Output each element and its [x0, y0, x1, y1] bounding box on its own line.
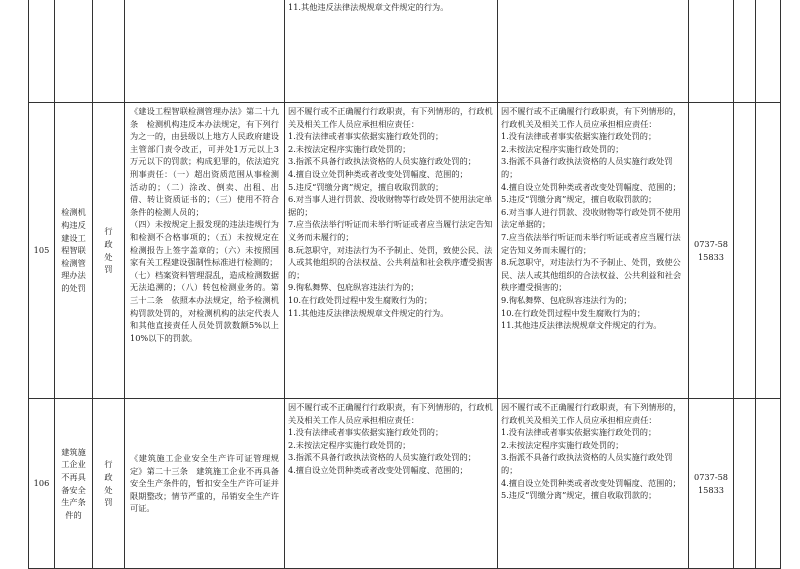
basis-lines [130, 105, 279, 344]
text-line: 因不履行或不正确履行行政职责，有下列情形的，行政机关及相关工作人员应承担相应责任： [501, 106, 682, 129]
text-line: 8.玩忽职守，对违法行为不予制止、处罚，致使公民、法人或其他组织的合法权益、公共利益和社会秩序遭受损害的； [501, 257, 682, 293]
cell-accountability [498, 399, 689, 569]
type-char: 处 [104, 484, 113, 495]
type-chars [93, 458, 124, 508]
text-line: 2.未按法定程序实施行政处罚的； [501, 143, 624, 154]
cell-extra-2 [756, 399, 781, 569]
type-char: 行 [104, 459, 113, 470]
type-chars [93, 225, 124, 275]
text-line: 8.玩忽职守，对违法行为不予制止、处罚，致使公民、法人或其他组织的合法权益、公共利益和社会秩序遭受损害的； [288, 244, 493, 280]
cell-name [55, 0, 93, 103]
cell-phone: 0737-58 15833 [689, 103, 734, 399]
text-line: 4.擅自设立处罚种类或者改变处罚幅度、范围的； [501, 477, 681, 488]
text-line: 1.没有法律或者事实依据实施行政处罚的； [288, 131, 444, 142]
cell-accountability [498, 0, 689, 103]
cell-basis [125, 399, 285, 569]
table-row-continued [29, 0, 781, 103]
text-line: 5.违反“罚缴分离”规定，擅自收取罚款的； [501, 194, 657, 205]
text-line: 2.未按法定程序实施行政处罚的； [288, 143, 411, 154]
cell-name: 检测机构违反建设工程智联检测管理办法的处罚 [55, 103, 93, 399]
cell-extra-2 [756, 0, 781, 103]
text-line: （四）未按规定上报发现的违法违规行为和检测不合格事项的；（五）未按规定在检测报告上签字盖章的；（六）未按照国家有关工程建设强制性标准进行检测的； [130, 219, 279, 268]
cell-responsibility [285, 103, 498, 399]
text-line: 4.擅自设立处罚种类或者改变处罚幅度、范围的； [288, 464, 468, 475]
text-line: 11.其他违反法律法规规章文件规定的行为。 [501, 320, 662, 331]
text-line: 9.徇私舞弊、包庇纵容违法行为的； [288, 282, 419, 293]
cell-name: 建筑施工企业不再具备安全生产条件的 [55, 399, 93, 569]
text-line: 因不履行或不正确履行行政职责，有下列情形的，行政机关及相关工作人员应承担相应责任： [288, 106, 493, 129]
text-line: 4.擅自设立处罚种类或者改变处罚幅度、范围的； [288, 168, 468, 179]
responsibility-lines [288, 1, 494, 14]
cell-extra-1 [734, 399, 756, 569]
text-line: 3.指派不具备行政执法资格的人员实施行政处罚的； [288, 452, 476, 463]
cell-responsibility [285, 0, 498, 103]
cell-extra-1 [734, 0, 756, 103]
text-line: 7.应当依法举行听证而未举行听证或者应当履行法定告知义务而未履行的； [288, 219, 493, 242]
text-line: 5.违反“罚缴分离”规定，擅自收取罚款的； [501, 490, 657, 501]
basis-lines [130, 452, 279, 515]
text-line: 11.其他违反法律法规规章文件规定的行为。 [288, 307, 449, 318]
text-line: 10.在行政处罚过程中发生腐败行为的； [288, 294, 433, 305]
cell-type [93, 0, 125, 103]
accountability-lines [501, 105, 685, 332]
text-line: 7.应当依法举行听证而未举行听证或者应当履行法定告知义务而未履行的； [501, 231, 681, 255]
cell-basis [125, 103, 285, 399]
accountability-lines [501, 401, 685, 502]
cell-responsibility [285, 399, 498, 569]
cell-no: 105 [29, 103, 55, 399]
cell-type [93, 103, 125, 399]
responsibility-lines [288, 105, 494, 319]
type-char: 政 [104, 238, 113, 249]
text-line: 9.徇私舞弊、包庇纵容违法行为的； [501, 294, 632, 305]
text-line: 因不履行或不正确履行行政职责，有下列情形的，行政机关及相关工作人员应承担相应责任： [501, 402, 682, 425]
text-line: 5.违反“罚缴分离”规定，擅自收取罚款的； [288, 181, 444, 192]
text-line: 3.指派不具备行政执法资格的人员实施行政处罚的； [288, 156, 476, 167]
type-char: 政 [104, 471, 113, 482]
text-line: 6.对当事人进行罚款、没收财物等行政处罚不使用法定单据的； [501, 206, 681, 230]
text-line: 3.指派不具备行政执法资格的人员实施行政处罚的； [501, 452, 673, 475]
text-line: 《建设工程智联检测管理办法》第二十九条 检测机构违反本办法规定，有下列行为之一的，由县级以上地方人民政府建设主管部门责令改正，可并处1万元以上3万元以下的罚款；构成犯罪的，依法追究刑事责任：（一）超出资质范围从事检测活动的；（二）涂改、倒卖、出租、出借、转让资质证书的；（三）使用不符合条件的检测人员的； [130, 106, 279, 217]
cell-no: 106 [29, 399, 55, 569]
cell-no [29, 0, 55, 103]
cell-phone [689, 0, 734, 103]
text-line: 10.在行政处罚过程中发生腐败行为的； [501, 307, 646, 318]
text-line: （七）档案资料管理混乱，造成检测数据无法追溯的；（八）转包检测业务的。第三十二条 依照本办法规定，给予检测机构罚款处罚的，对检测机构的法定代表人和其他直接责任人员处罚款数额5%以上10%以下的罚款。 [130, 269, 279, 343]
text-line: 1.没有法律或者事实依据实施行政处罚的； [501, 427, 657, 438]
type-char: 行 [104, 226, 113, 237]
responsibility-table [28, 0, 781, 569]
cell-extra-1 [734, 103, 756, 399]
type-char: 处 [104, 251, 113, 262]
text-line: 因不履行或不正确履行行政职责，有下列情形的，行政机关及相关工作人员应承担相应责任： [288, 402, 493, 425]
text-line: 4.擅自设立处罚种类或者改变处罚幅度、范围的； [501, 181, 681, 192]
table-row-106 [29, 399, 781, 569]
cell-extra-2 [756, 103, 781, 399]
cell-accountability [498, 103, 689, 399]
cell-type [93, 399, 125, 569]
text-line: 1.没有法律或者事实依据实施行政处罚的； [288, 427, 444, 438]
text-line: 1.没有法律或者事实依据实施行政处罚的； [501, 131, 657, 142]
text-line: 《建筑施工企业安全生产许可证管理规定》第二十三条 建筑施工企业不再具备安全生产条件的，暂扣安全生产许可证并限期整改；情节严重的，吊销安全生产许可证。 [130, 453, 279, 514]
responsibility-lines [288, 401, 494, 477]
cell-basis [125, 0, 285, 103]
text-line: 2.未按法定程序实施行政处罚的； [501, 439, 624, 450]
text-line: 3.指派不具备行政执法资格的人员实施行政处罚的； [501, 156, 673, 179]
cell-phone: 0737-58 15833 [689, 399, 734, 569]
type-char: 罚 [104, 264, 113, 275]
type-char: 罚 [104, 497, 113, 508]
text-line: 11.其他违反法律法规规章文件规定的行为。 [288, 2, 449, 12]
text-line: 6.对当事人进行罚款、没收财物等行政处罚不使用法定单据的； [288, 194, 493, 217]
text-line: 2.未按法定程序实施行政处罚的； [288, 439, 411, 450]
table-row-105 [29, 103, 781, 399]
